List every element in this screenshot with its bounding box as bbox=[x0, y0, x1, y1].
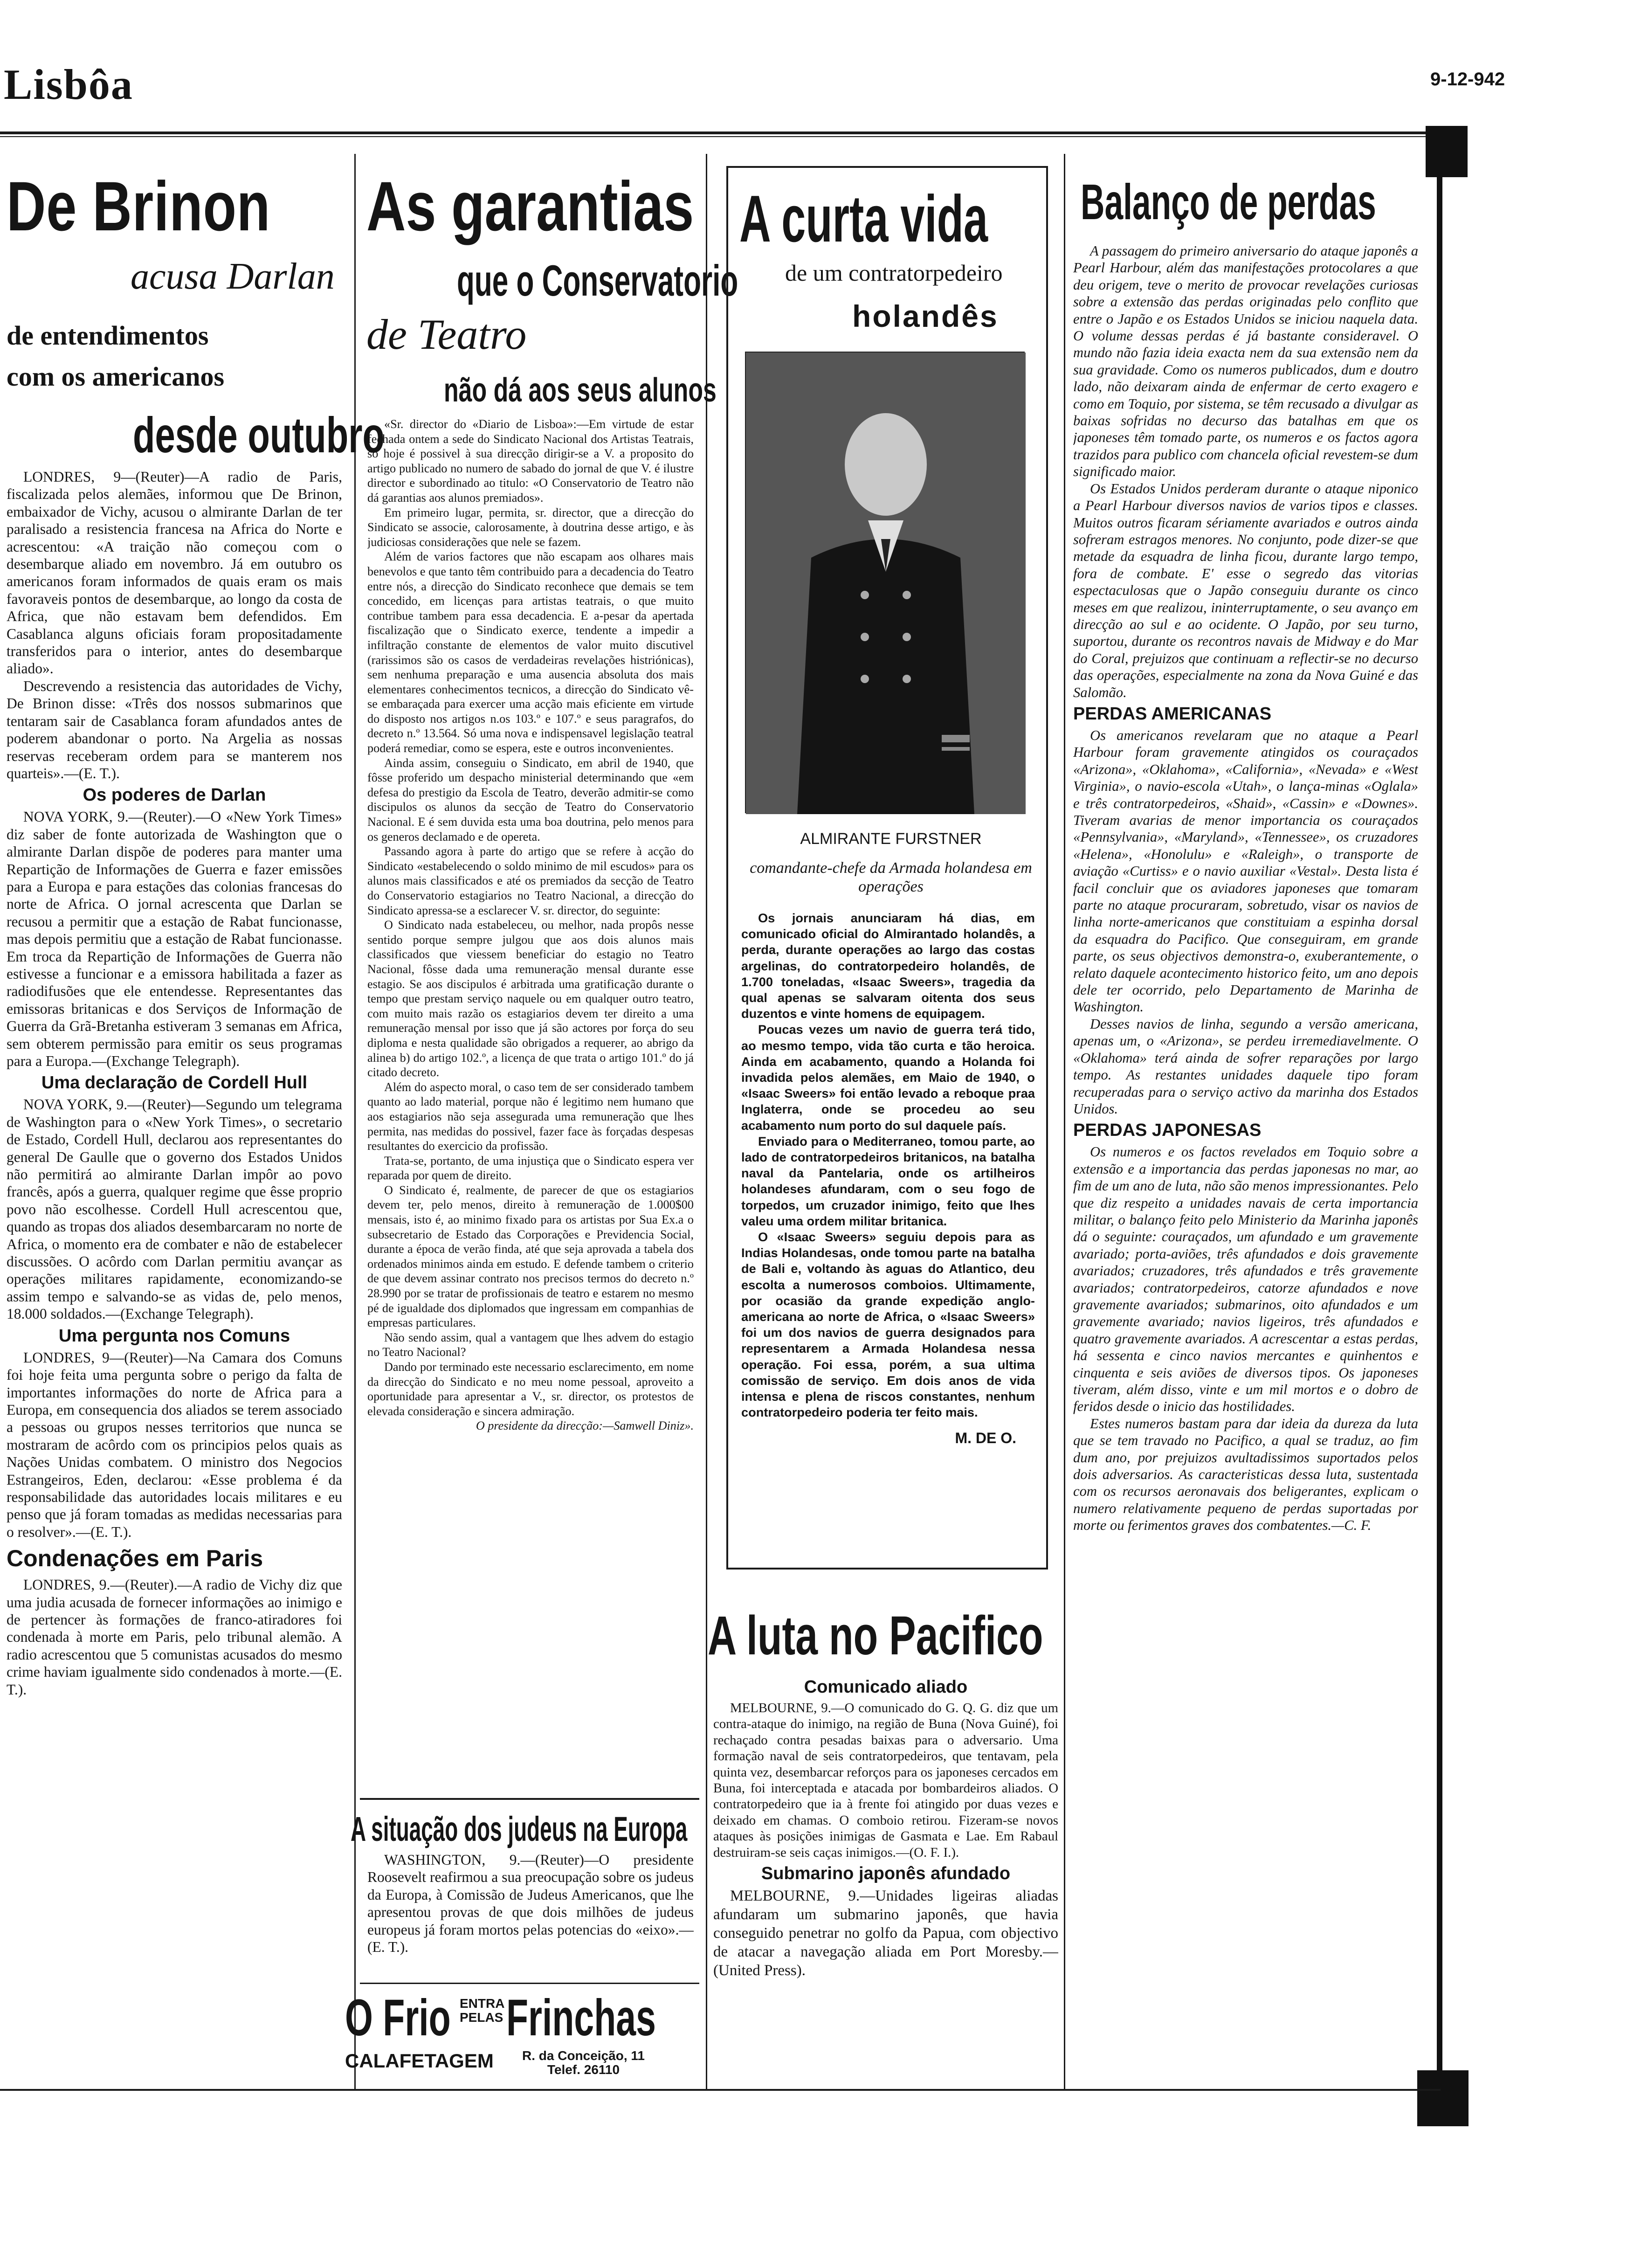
debrinon-headline-line5: desde outubro bbox=[133, 407, 385, 463]
garantias-para: O Sindicato é, realmente, de parecer de que os estagiarios devem ter, pelo menos, direito à remuneração de 1.000$00 mensais, isto é, ao minimo fixado para os artistas por Sua Ex.a o subsecretario de Estado das Corporações e Previdencia Social, durante a época de verão finda, até que seja aprovada a tabela dos ordenados minimos ainda em estudo. E defende tambem o criterio de que devem assinar contrato nos precisos termos do decreto n.º 28.990 por se tratar de profissionais de teatro e estarem no mesmo pé de igualdade dos diplomados que ingressam em companhias de empresas particulares. bbox=[367, 1183, 694, 1330]
top-rule-thin bbox=[0, 136, 1441, 137]
garantias-headline-line2: que o Conservatorio bbox=[457, 256, 738, 305]
frio-pelas: PELAS bbox=[460, 2010, 503, 2025]
frio-entra: ENTRA bbox=[460, 1996, 505, 2011]
balanco-sub1-para: Desses navios de linha, segundo a versão americana, apenas um, o «Arizona», se perdeu irremediavelmente. O «Oklahoma» terá ainda de sofrer reparações por largo tempo. As restantes unidades daquele tipo foram recuperadas para o serviço activo da marinha dos Estados Unidos. bbox=[1073, 1016, 1418, 1117]
balanco-headline: Balanço de perdas bbox=[1081, 173, 1376, 230]
frio-word1: O Frio bbox=[345, 1989, 451, 2047]
top-rule bbox=[0, 131, 1441, 134]
balanco-sub2-para: Os numeros e os factos revelados em Toquio sobre a extensão e a importancia das perdas japonesas no mar, ao fim de um ano de luta, não são menos impressionantes. Pelo que diz respeito a unidades navais de certa importancia militar, o balanço feito pelo Ministerio da Marinha japonês dá o seguinte: couraçados, um afundado e um gravemente avariado; porta-aviões, três afundados e dois gravemente avariados; cruzadores, três afundados e três gravemente avariados; contratorpedeiros, catorze afundados e nove gravemente avariados; submarinos, oito afundados e um gravemente avariado; navios ligeiros, três afundados e quatro gravemente avariados. A acrescentar a estas perdas, há sessenta e cinco navios mercantes e quinhentos e cinquenta e seis aviões de diversos tipos. Os japoneses tiveram, além disso, vinte e um mil mortos e o dobro de feridos desde o inicio das hostilidades. bbox=[1073, 1144, 1418, 1415]
luta-sub2: Submarino japonês afundado bbox=[761, 1864, 1011, 1884]
garantias-signature: O presidente da direcção:—Samwell Diniz». bbox=[476, 1419, 694, 1433]
issue-date: 9-12-942 bbox=[1430, 69, 1505, 90]
balanco-para: Os Estados Unidos perderam durante o ataque niponico a Pearl Harbour diversos navios de varios tipos e classes. Muitos outros ficaram sériamente avariados e outros ainda sofreram estragos menores. No conjunto, pode dizer-se que metade da esquadra de linha ficou, durante largo tempo, fora de combate. E' esse o segredo das vitorias espectaculosas que o Japão conseguiu durante os cinco meses em que realizou, ininterruptamente, o seu avanço em direcção ao sul e ao ocidente. O Japão, por seu turno, suportou, durante os recontros navais de Midway e do Mar do Coral, prejuizos que continuam a reflectir-se no decurso das operações, especialmente na zona da Nova Guiné e das Salomão. bbox=[1073, 480, 1418, 700]
frio-address bbox=[522, 2049, 645, 2077]
column-rule-3 bbox=[1064, 154, 1065, 2089]
curta-headline: A curta vida bbox=[739, 182, 988, 256]
judeus-headline: A situação dos judeus na Europa bbox=[351, 1810, 688, 1848]
photo-caption-title: comandante-chefe da Armada holandesa em operações bbox=[750, 859, 1032, 895]
debrinon-sub4: Condenações em Paris bbox=[7, 1545, 263, 1572]
garantias-para: O Sindicato nada estabeleceu, ou melhor, nada propôs nesse sentido porque sempre julgou que aos dois alunos mais classificados que viessem beneficiar do estagio no Teatro Nacional, fôsse dada uma remuneração mensal durante esse estagio. Se aos discipulos é arbitrada uma gratificação durante o tempo que prestam serviço naquele ou em qualquer outro teatro, com muito mais razão os estagiarios devem ter direito a uma remuneração mensal por isso que já são actores por força do seu diploma e nesta qualidade são obrigados a requerer, ao abrigo da alinea b) do artigo 102.º, a licença de que trata o artigo 101.º do já citado decreto. bbox=[367, 918, 694, 1079]
column-rule-2 bbox=[706, 154, 707, 2089]
admiral-portrait-photo bbox=[745, 352, 1025, 813]
balanco-sub1: PERDAS AMERICANAS bbox=[1073, 704, 1272, 724]
right-edge-bar-bottom bbox=[1417, 2070, 1469, 2126]
frio-word2: Frinchas bbox=[506, 1989, 656, 2047]
curta-para: Poucas vezes um navio de guerra terá tido, ao mesmo tempo, vida tão curta e tão heroica. Ainda em acabamento, quando a Holanda foi invadida pelos alemães, em Maio de 1940, o «Isaac Sweers» foi então levado a reboque praa Inglaterra, onde se procedeu ao seu acabamento num porto do sul daquele país. bbox=[741, 1022, 1035, 1133]
debrinon-headline: De Brinon bbox=[7, 167, 271, 245]
debrinon-headline-line3a: de entendimentos bbox=[7, 320, 209, 351]
debrinon-sub1: Os poderes de Darlan bbox=[83, 785, 266, 805]
right-edge-bar-thin bbox=[1437, 154, 1442, 2075]
garantias-para: Passando agora à parte do artigo que se refere à acção do Sindicato «estabelecendo o soldo minimo de mil escudos» para os alunos mais classificados e até os premiados da secção de Teatro do Conservatorio estagiarios no Teatro Nacional, a direcção do Sindicato apressa-se a esclarecer V. sr. director, do seguinte: bbox=[367, 844, 694, 917]
judeus-rule-top bbox=[360, 1798, 699, 1800]
curta-para: O «Isaac Sweers» seguiu depois para as Indias Holandesas, onde tomou parte na batalha de Bali e, voltando às aguas do Atlantico, deu escolta a numerosos comboios. Ultimamente, por ocasião da grande expedição anglo-americana ao norte de Africa, o «Isaac Sweers» foi um dos navios de guerra designados para representarem a Armada Holandesa nessa operação. Foi essa, porém, a sua ultima comissão de serviço. Em dois anos de vida intensa e plena de riscos constantes, nenhum contratorpedeiro poderia ter feito mais. bbox=[741, 1230, 1035, 1420]
frio-advertisement bbox=[345, 1988, 676, 2081]
debrinon-sub1-para: NOVA YORK, 9.—(Reuter).—O «New York Times» diz saber de fonte autorizada de Washington que o almirante Darlan dispõe de poderes para manter uma Repartição de Informações de Guerra e fazer emissões para a Europa e para estações das colonias francesas do norte de Africa. O jornal acrescenta que Darlan se recusou a permitir que a estação de Rabat funcionasse, mas depois permitiu que a estação de Rabat funcionasse. Em troca da Repartição de Informações de Guerra não estivesse a funcionar e a emissora habilitada a fazer as radiodifusões que ele entendesse. Representantes das emissoras britanicas e dos Serviços de Informação de Guerra da Grã-Bretanha estiveram 3 semanas em Africa, sem obterem permissão para emitir os seus programas para a Europa.—(Exchange Telegraph). bbox=[7, 809, 342, 1069]
portrait-illustration bbox=[746, 353, 1026, 814]
debrinon-headline-line2: acusa Darlan bbox=[131, 256, 335, 297]
balanco-sub2: PERDAS JAPONESAS bbox=[1073, 1120, 1262, 1141]
balanco-sub2-para: Estes numeros bastam para dar ideia da dureza da luta que se tem travado no Pacifico, a qual se traduz, ao fim dum ano, por prejuizos avultadissimos suportados pelos dois adversarios. As caracteristicas dessa luta, sustentada com os recursos aeronavais dos beligerantes, explicam o numero relativamente pequeno de perdas suportadas por morte ou ferimentos graves dos combatentes.—C. F. bbox=[1073, 1415, 1418, 1534]
luta-headline: A luta no Pacifico bbox=[708, 1605, 1043, 1666]
garantias-article bbox=[367, 417, 694, 1792]
judeus-para: WASHINGTON, 9.—(Reuter)—O presidente Roosevelt reafirmou a sua preocupação sobre os judeus da Europa, à Comissão de Judeus Americanos, que lhe apresentou provas de que dois milhões de judeus europeus já foram mortos pelas potencias do «eixo».—(E. T.). bbox=[367, 1852, 694, 1956]
garantias-headline-line4: não dá aos seus alunos bbox=[444, 372, 717, 409]
luta-sub1: Comunicado aliado bbox=[804, 1677, 968, 1697]
debrinon-sub3-para: LONDRES, 9—(Reuter)—Na Camara dos Comuns foi hoje feita uma pergunta sobre o perigo da falta de importantes informações do norte de Africa para a Europa, em consequencia dos aliados se terem associado a pessoas ou grupos nesses territorios que nunca se mostraram de acôrdo com os principios pelos quais as Nações Unidas combatem. O ministro dos Negocios Estrangeiros, Eden, declarou: «Esse problema é da responsabilidade das autoridades locais militares e eu penso que já foram tomadas as medidas necessarias para o resolver».—(E. T.). bbox=[7, 1349, 342, 1540]
debrinon-sub3: Uma pergunta nos Comuns bbox=[58, 1326, 290, 1346]
judeus-article bbox=[367, 1851, 694, 1982]
frio-small-words bbox=[460, 1996, 505, 2025]
masthead: Lisbôa bbox=[4, 61, 133, 108]
curta-article bbox=[741, 910, 1035, 1568]
garantias-para: Além do aspecto moral, o caso tem de ser considerado tambem quanto ao lado material, porque não é legitimo nem humano que aos estagiarios não seja assegurada uma remuneração que lhes permita, nas medidas do possivel, fazer face às forçadas despesas resultantes do exercicio da profissão. bbox=[367, 1080, 694, 1153]
balanco-para: A passagem do primeiro aniversario do ataque japonês a Pearl Harbour, além das manifestações protocolares a que deu origem, teve o merito de provocar revelações curiosas sobre a extensão das perdas originadas pelo conflito que entre o Japão e os Estados Unidos se iniciou naquela data. O volume dessas perdas é já bastante consideravel. O mundo não fazia ideia exacta nem da sua extensão nem da sua gravidade. Como os numeros publicados, dum e doutro lado, não deixaram ainda de enfermar de certo exagero e como em Toquio, por sistema, se têm recusado a divulgar as baixas sofridas no decurso das batalhas em que os japoneses têm tomado parte, os numeros e os factos agora trazidos para publico com chancela oficial revestem-se dum significado maior. bbox=[1073, 243, 1418, 480]
photo-caption-name: ALMIRANTE FURSTNER bbox=[800, 830, 982, 848]
curta-headline-line2: de um contratorpedeiro bbox=[785, 260, 1003, 286]
garantias-para: Em primeiro lugar, permita, sr. director, que a direcção do Sindicato se associe, calorosamente, à doutrina desse artigo, e às judiciosas considerações que nele se fazem. bbox=[367, 505, 694, 549]
garantias-para: «Sr. director do «Diario de Lisboa»:—Em virtude de estar fechada ontem a sede do Sindicato Nacional dos Artistas Teatrais, só hoje é possivel à sua direcção dirigir-se a V. a proposito do artigo publicado no numero de sabado do jornal de que V. é ilustre director e subordinado ao titulo: «O Conservatorio de Teatro não dá garantias aos alunos premiados». bbox=[367, 417, 694, 505]
garantias-para: Ainda assim, conseguiu o Sindicato, em abril de 1940, que fôsse proferido um despacho ministerial determinando que «em defesa do prestigio da Escola de Teatro, deverão admitir-se como discipulos os alunos da secção de Teatro do Conservatorio Nacional. E é sem duvida esta uma boa doutrina, pelo menos para os generos declamado e de opereta. bbox=[367, 756, 694, 844]
frio-street: R. da Conceição, 11 bbox=[522, 2048, 645, 2063]
luta-article bbox=[713, 1674, 1058, 2084]
garantias-headline-line3: de Teatro bbox=[366, 311, 527, 358]
curta-headline-line3: holandês bbox=[852, 299, 999, 333]
luta-sub2-para: MELBOURNE, 9.—Unidades ligeiras aliadas afundaram um submarino japonês, que havia conseguido penetrar no golfo da Papua, com objectivo de atacar a navegação aliada em Port Moresby.—(United Press). bbox=[713, 1888, 1058, 1979]
frio-calafetagem: CALAFETAGEM bbox=[345, 2050, 494, 2072]
luta-sub1-para: MELBOURNE, 9.—O comunicado do G. Q. G. diz que um contra-ataque do inimigo, na região de Buna (Nova Guiné), foi rechaçado contra pesadas baixas para o adversario. Uma formação naval de seis contratorpedeiros, que tentavam, pela quinta vez, desembarcar reforços para os japoneses cercados em Buna, foi interceptada e atacada por bombardeiros aliados. O contratorpedeiro que ia à frente foi atingido por duas vezes e deixado em chamas. O comboio retirou. Fizeram-se novos ataques às posições inimigas de Gasmata e Lae. Em Rabaul destruiram-se seis caças inimigos.—(O. F. I.). bbox=[713, 1701, 1058, 1860]
frio-telephone: Telef. 26110 bbox=[547, 2062, 620, 2077]
garantias-para: Dando por terminado este necessario esclarecimento, em nome da direcção do Sindicato e no meu nome pessoal, aproveito a oportunidade para apresentar a V., sr. director, os protestos de elevada consideração e sincera admiração. bbox=[367, 1360, 694, 1418]
garantias-headline: As garantias bbox=[366, 167, 694, 245]
debrinon-headline-line3b: com os americanos bbox=[7, 361, 225, 392]
debrinon-sub2-para: NOVA YORK, 9.—(Reuter)—Segundo um telegrama de Washington para o «New York Times», o secretario de Estado, Cordell Hull, declarou aos representantes do general De Gaulle que o governo dos Estados Unidos não permitirá ao almirante Darlan impôr ao povo francês, após a guerra, qualquer regime que êsse proprio povo não escolhesse. Cordell Hull acrescentou que, quando as tropas dos aliados desembarcaram no norte de Africa, o momento era de combater e não de estabelecer discussões. O acôrdo com Darlan permitiu avançar as operações militares rapidamente, economizando-se assim tempo e salvando-se as vidas de, pelo menos, 18.000 soldados.—(Exchange Telegraph). bbox=[7, 1096, 342, 1322]
balanco-sub1-para: Os americanos revelaram que no ataque a Pearl Harbour foram gravemente atingidos os couraçados «Arizona», «Oklahoma», «California», «Nevada» e «West Virginia», o navio-escola «Utah», o lança-minas «Oglala» e três contratorpedeiros, «Shaid», «Cassin» e «Downes». Tiveram avarias de menor importancia os couraçados «Pennsylvania», «Maryland», «Tennessee», os cruzadores «Helena», «Honolulu» e «Raleigh», o transporte de aviação «Curtiss» e o navio auxiliar «Vestal». Desta lista é facil concluir que os aviadores japoneses que tomaram parte no ataque procuraram, sobretudo, visar os navios de linha norte-americanos que constituiam a espinha dorsal da esquadra do Pacifico. Que conseguiram, em grande parte, os seus objectivos demonstra-o, exuberantemente, o relato daquele acontecimento historico feito, um ano depois dele ter ocorrido, pelo Departamento de Marinha de Washington. bbox=[1073, 727, 1418, 1015]
curta-signature: M. DE O. bbox=[955, 1429, 1016, 1446]
frio-rule-top bbox=[360, 1983, 699, 1984]
garantias-para: Além de varios factores que não escapam aos olhares mais benevolos e que tanto têm contribuido para a decadencia do Teatro entre nós, a direcção do Sindicato reconhece que demais se tem concedido, em licenças para artistas teatrais, o que muito contribue tambem para essa decadencia. E a-pesar da apertada fiscalização que o Sindicato exerce, tendente a impedir a infiltração constante de elementos de valor muito discutivel (rarissimos são os casos de verdadeiras revelações histriónicas), sem nenhuma preparação e uma ausencia absoluta dos mais elementares conhecimentos tecnicos, a direcção do Sindicato vê-se embaraçada para exercer uma acção mais eficiente em virtude do disposto nos artigos n.os 103.º e 107.º e seus paragrafos, do decreto n.º 13.564. Só uma nova e indispensavel legislação teatral poderá remediar, como se espera, este e outros inconvenientes. bbox=[367, 550, 694, 755]
right-edge-bar-top bbox=[1426, 126, 1468, 177]
curta-para: Os jornais anunciaram há dias, em comunicado oficial do Almirantado holandês, a perda, durante operações ao largo das costas argelinas, do contratorpedeiro holandês, de 1.700 toneladas, «Isaac Sweers», tragedia da qual apenas se salvaram oitenta dos seus duzentos e vinte homens de equipagem. bbox=[741, 911, 1035, 1021]
debrinon-article bbox=[7, 468, 342, 2091]
curta-para: Enviado para o Mediterraneo, tomou parte, ao lado de contratorpedeiros britanicos, na batalha naval da Pantelaria, onde os artilheiros holandeses afundaram, com o seu fogo de torpedos, um cruzador inimigo, feito que lhes valeu uma ordem militar britanica. bbox=[741, 1134, 1035, 1228]
garantias-para: Não sendo assim, qual a vantagem que lhes advem do estagio no Teatro Nacional? bbox=[367, 1330, 694, 1359]
garantias-para: Trata-se, portanto, de uma injustiça que o Sindicato espera ver reparada por quem de direito. bbox=[367, 1154, 694, 1182]
balanco-article bbox=[1073, 242, 1418, 2084]
debrinon-headline-line3 bbox=[7, 315, 224, 397]
debrinon-sub4-para: LONDRES, 9.—(Reuter).—A radio de Vichy diz que uma judia acusada de fornecer informações ao inimigo e de pertencer às formações de franco-atiradores foi condenada à morte em Paris, pelo tribunal alemão. A radio acrescentou que 5 comunistas acusados do mesmo crime haviam igualmente sido condenados à morte.—(E. T.). bbox=[7, 1577, 342, 1698]
debrinon-sub2: Uma declaração de Cordell Hull bbox=[41, 1073, 308, 1093]
debrinon-para: Descrevendo a resistencia das autoridades de Vichy, De Brinon disse: «Três dos nossos submarinos que tentaram sair de Casablanca foram afundados antes de poderem abandonar o porto. Na Argelia as nossas reservas receberam ordem para se manterem nos quarteis».—(E. T.). bbox=[7, 678, 342, 781]
debrinon-para: LONDRES, 9—(Reuter)—A radio de Paris, fiscalizada pelos alemães, informou que De Brinon, embaixador de Vichy, acusou o almirante Darlan de ter paralisado a resistencia francesa na Africa do Norte e acrescentou: «A traição não começou com o desembarque aliado em novembro. Já em outubro os americanos foram informados de quais eram os mais favoraveis pontos de desembarque, ao longo da costa de Africa, que não estavam bem defendidos. Em Casablanca alguns oficiais foram propositadamente transferidos para o interior, antes do desembarque aliado». bbox=[7, 469, 342, 677]
